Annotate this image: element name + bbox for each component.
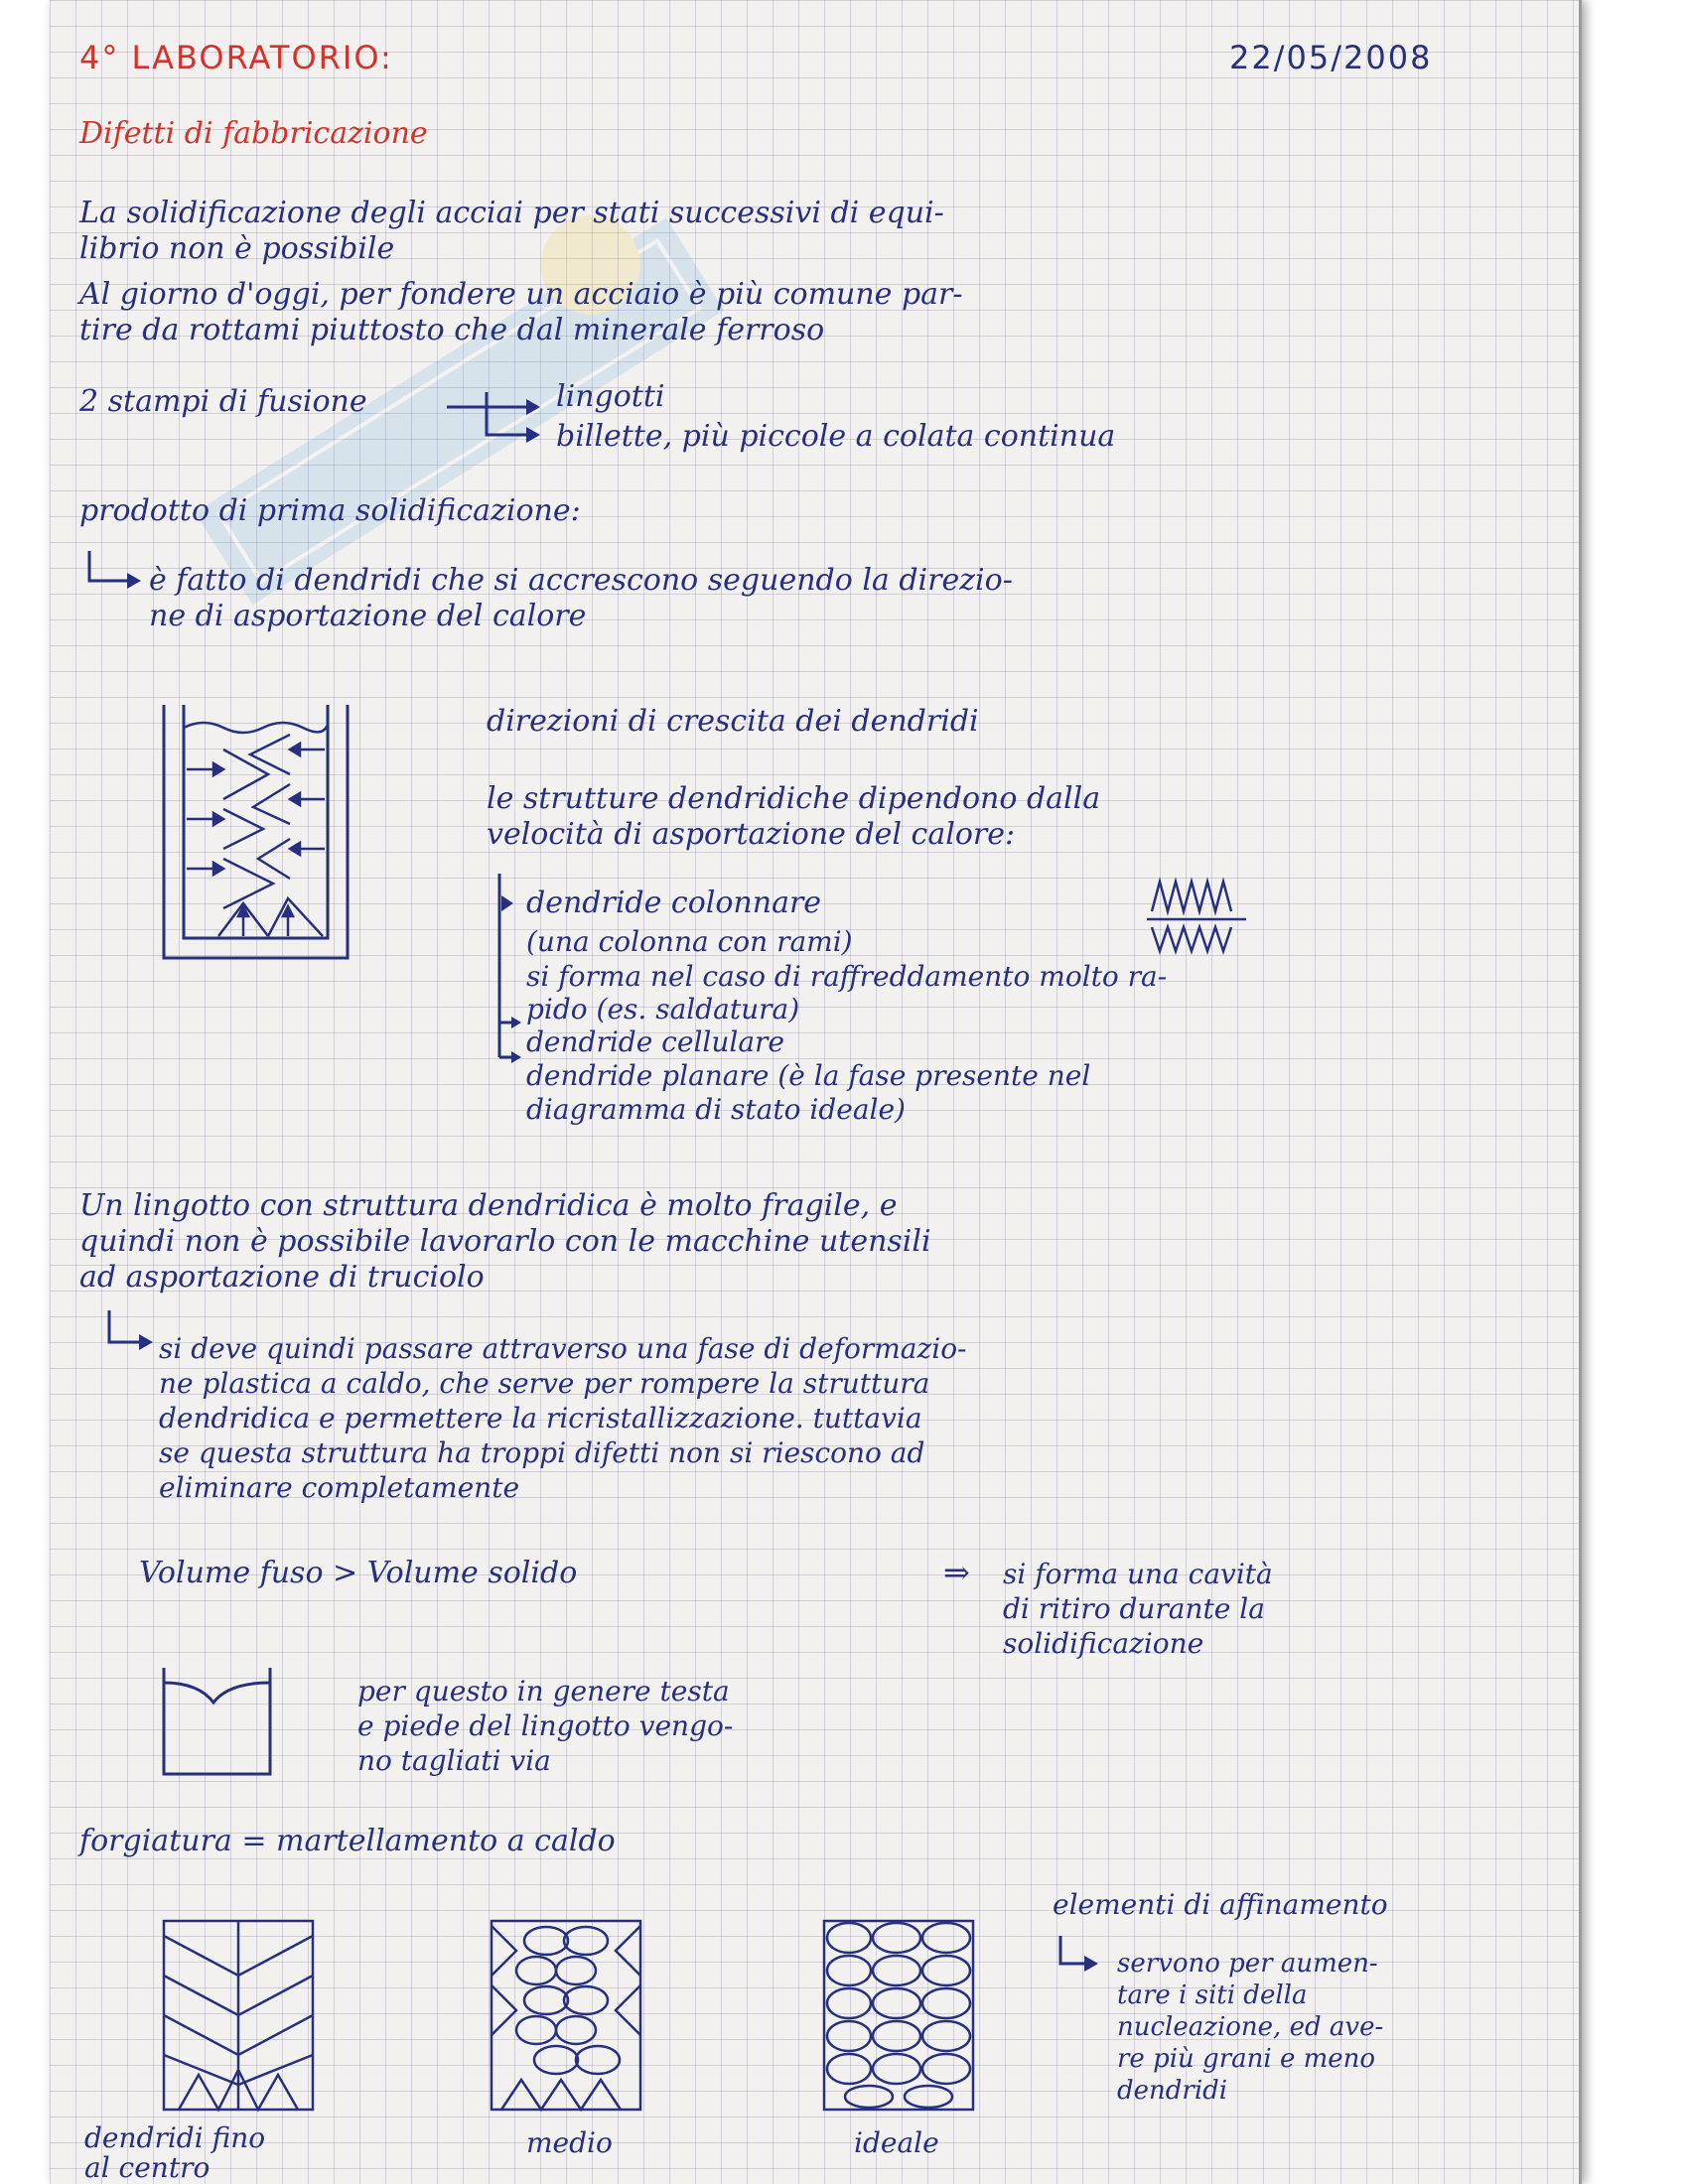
refining-line-1: servono per aumen-: [1117, 1949, 1378, 1979]
dendrite-columnar-formation-2: pido (es. saldatura): [526, 993, 800, 1025]
ingot-solution-5: eliminare completamente: [159, 1471, 520, 1504]
dendrite-type-cellular: dendride cellulare: [526, 1025, 784, 1058]
shrinkage-result-3: solidificazione: [1003, 1627, 1204, 1660]
refining-title: elementi di affinamento: [1053, 1888, 1388, 1921]
molds-arrows: [437, 387, 546, 447]
shrinkage-note-1: per questo in genere testa: [357, 1675, 730, 1707]
ingot-line-3: ad asportazione di truciolo: [79, 1260, 485, 1295]
refining-line-3: nucleazione, ed ave-: [1117, 2012, 1384, 2042]
columnar-dendrite-sketch: [1142, 872, 1251, 961]
shrinkage-cavity-sketch: [159, 1663, 278, 1782]
mold-item-2: billette, più piccole a colata continua: [556, 419, 1116, 454]
dendrite-columnar-formation-1: si forma nel caso di raffreddamento molto ra-: [526, 960, 1168, 993]
grain-sketch-medium: [487, 1916, 645, 2115]
refining-line-5: dendridi: [1117, 2076, 1228, 2106]
dendrite-dependency-1: le strutture dendridiche dipendono dalla: [487, 781, 1101, 816]
first-solidification-line-1: è fatto di dendridi che si accrescono seguendo la direzio-: [149, 563, 1013, 598]
intro-line-2: librio non è possibile: [79, 231, 395, 266]
intro-line-1: La solidificazione degli acciai per stati successivi di equi-: [79, 196, 944, 230]
dendrite-type-columnar: dendride colonnare: [526, 886, 822, 920]
caption-ideal: ideale: [854, 2126, 939, 2159]
grain-sketch-dendrites-to-center: [159, 1916, 318, 2115]
grain-sketch-ideal: [819, 1916, 978, 2115]
ingot-solution-2: ne plastica a caldo, che serve per rompere la struttura: [159, 1367, 930, 1400]
intro-line-3: Al giorno d'oggi, per fondere un acciaio è più comune par-: [79, 277, 963, 312]
arrow-icon: [1053, 1936, 1112, 1995]
molds-label: 2 stampi di fusione: [79, 384, 367, 419]
implies-arrow: ⇒: [943, 1554, 970, 1591]
subtitle: Difetti di fabbricazione: [79, 116, 428, 151]
lab-title: 4° LABORATORIO:: [79, 39, 393, 76]
caption-medium: medio: [526, 2126, 613, 2159]
dendrite-type-planar-2: diagramma di stato ideale): [526, 1093, 906, 1126]
ingot-solution-3: dendridica e permettere la ricristallizzazione. tuttavia: [159, 1402, 922, 1434]
first-solidification-line-2: ne di asportazione del calore: [149, 599, 587, 633]
growth-direction-label: direzioni di crescita dei dendridi: [487, 704, 979, 739]
refining-line-2: tare i siti della: [1117, 1980, 1308, 2010]
caption-dendrites-line-2: al centro: [84, 2151, 211, 2184]
mold-dendrite-diagram: [159, 700, 352, 963]
refining-line-4: re più grani e meno: [1117, 2044, 1376, 2074]
mold-item-1: lingotti: [556, 379, 665, 414]
volume-comparison: Volume fuso > Volume solido: [139, 1556, 578, 1590]
shrinkage-note-3: no tagliati via: [357, 1744, 551, 1777]
arrow-icon: [79, 551, 149, 611]
forging-definition: forgiatura = martellamento a caldo: [79, 1824, 616, 1858]
shrinkage-result-2: di ritiro durante la: [1003, 1592, 1265, 1625]
intro-line-4: tire da rottami piuttosto che dal minerale ferroso: [79, 313, 825, 347]
ingot-solution-4: se questa struttura ha troppi difetti non si riescono ad: [159, 1436, 925, 1469]
date: 22/05/2008: [1229, 39, 1433, 76]
dendrite-dependency-2: velocità di asportazione del calore:: [487, 817, 1016, 852]
shrinkage-result-1: si forma una cavità: [1003, 1558, 1273, 1590]
first-solidification-title: prodotto di prima solidificazione:: [79, 493, 581, 528]
ingot-solution-1: si deve quindi passare attraverso una fase di deformazio-: [159, 1332, 967, 1365]
ingot-line-1: Un lingotto con struttura dendridica è molto fragile, e: [79, 1188, 898, 1223]
ingot-line-2: quindi non è possibile lavorarlo con le macchine utensili: [79, 1224, 931, 1259]
dendrite-columnar-note: (una colonna con rami): [526, 925, 853, 958]
caption-dendrites-line-1: dendridi fino: [84, 2121, 266, 2154]
dendrite-type-planar-1: dendride planare (è la fase presente nel: [526, 1059, 1091, 1092]
shrinkage-note-2: e piede del lingotto vengo-: [357, 1709, 734, 1742]
notebook-page: [50, 0, 1582, 2184]
